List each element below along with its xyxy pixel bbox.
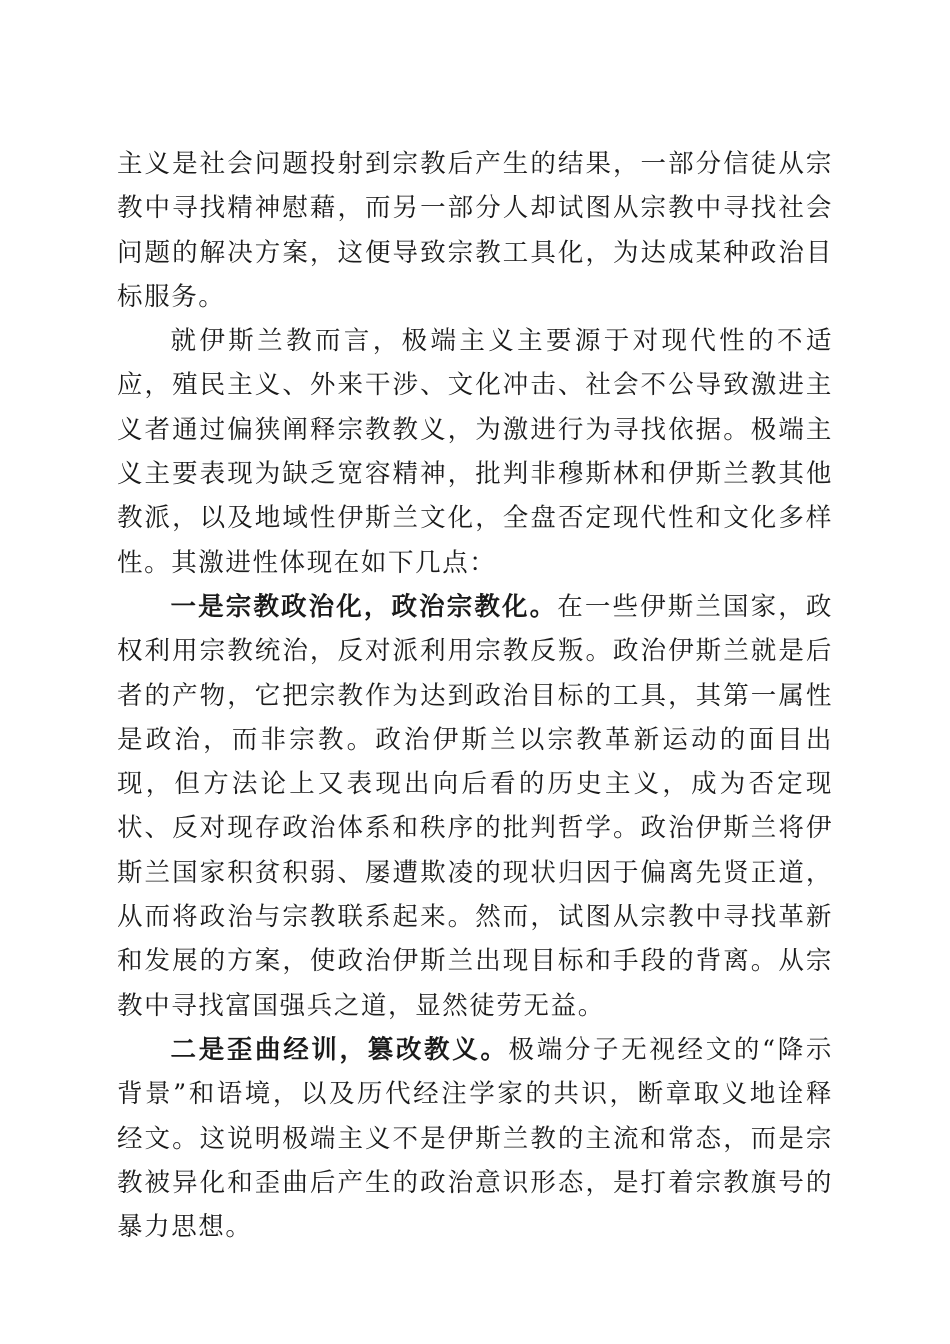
paragraph-continuation [117,142,833,319]
paragraph-islam-extremism [117,319,833,585]
paragraph-lead-heading: 一是宗教政治化，政治宗教化。 [170,591,558,622]
paragraph-point-one [117,585,833,1028]
paragraph-text: 在一些伊斯兰国家，政权利用宗教统治，反对派利用宗教反叛。政治伊斯兰就是后者的产物，它把宗教作为达到政治目标的工具，其第一属性是政治，而非宗教。政治伊斯兰以宗教革新运动的面目出现，但方法论上又表现出向后看的历史主义，成为否定现状、反对现存政治体系和秩序的批判哲学。政治伊斯兰将伊斯兰国家积贫积弱、屡遭欺凌的现状归因于偏离先贤正道，从而将政治与宗教联系起来。然而，试图从宗教中寻找革新和发展的方案，使政治伊斯兰出现目标和手段的背离。从宗教中寻找富国强兵之道，显然徒劳无益。 [117,591,833,1021]
paragraph-point-two [117,1028,833,1249]
paragraph-text: 主义是社会问题投射到宗教后产生的结果，一部分信徒从宗教中寻找精神慰藉，而另一部分人却试图从宗教中寻找社会问题的解决方案，这便导致宗教工具化，为达成某种政治目标服务。 [117,149,833,312]
paragraph-text: 极端分子无视经文的“降示背景”和语境，以及历代经注学家的共识，断章取义地诠释经文。这说明极端主义不是伊斯兰教的主流和常态，而是宗教被异化和歪曲后产生的政治意识形态，是打着宗教旗号的暴力思想。 [117,1034,833,1243]
body-text [117,142,833,1249]
paragraph-text: 就伊斯兰教而言，极端主义主要源于对现代性的不适应，殖民主义、外来干涉、文化冲击、社会不公导致激进主义者通过偏狭阐释宗教教义，为激进行为寻找依据。极端主义主要表现为缺乏宽容精神，批判非穆斯林和伊斯兰教其他教派，以及地域性伊斯兰文化，全盘否定现代性和文化多样性。其激进性体现在如下几点： [117,326,833,578]
paragraph-lead-heading: 二是歪曲经训，篡改教义。 [170,1034,509,1065]
